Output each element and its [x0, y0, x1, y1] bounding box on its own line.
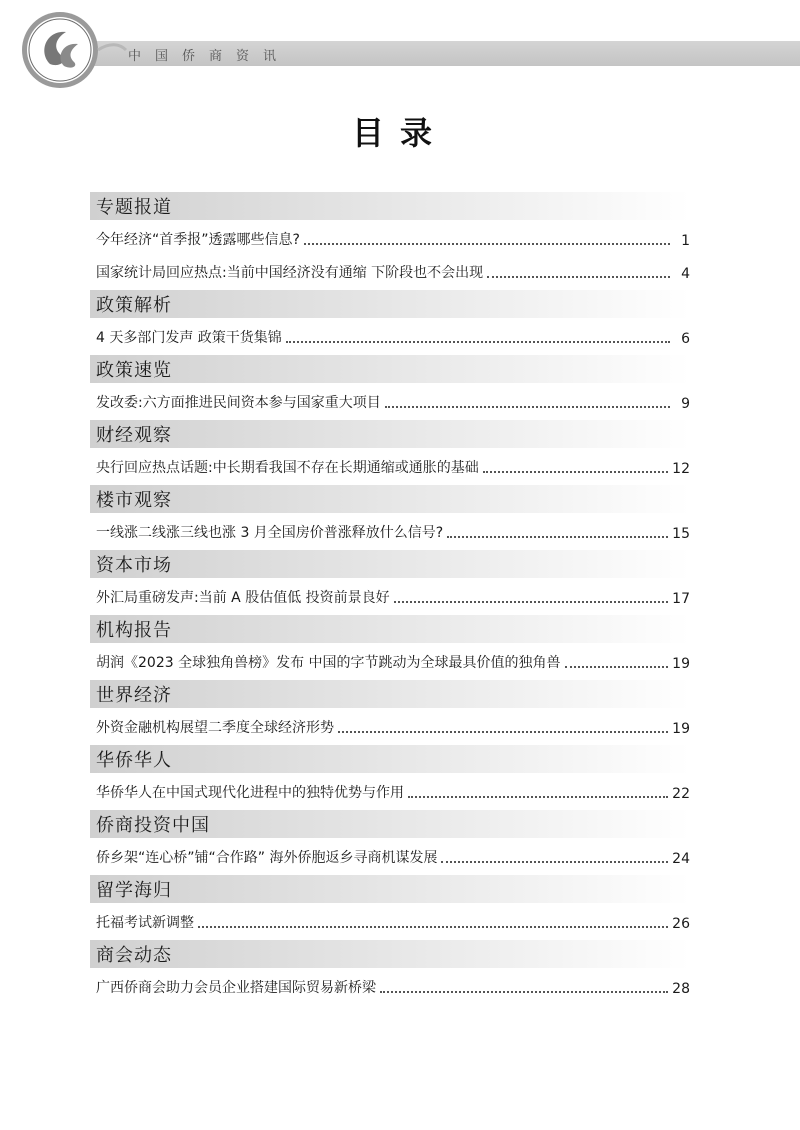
- page-number: 19: [672, 721, 690, 737]
- toc-entry[interactable]: [90, 643, 690, 676]
- dot-leader: [408, 795, 668, 798]
- page-number: 12: [672, 461, 690, 477]
- section-title: 政策解析: [96, 295, 172, 316]
- toc-entry[interactable]: [90, 220, 690, 253]
- entry-title: 外汇局重磅发声:当前 A 股估值低 投资前景良好: [96, 590, 390, 606]
- dot-leader: [380, 990, 668, 993]
- toc-entry[interactable]: [90, 513, 690, 546]
- toc-entry[interactable]: [90, 708, 690, 741]
- page-number: 9: [681, 396, 690, 412]
- dot-leader: [447, 535, 668, 538]
- page-number: 1: [681, 233, 690, 249]
- toc-entry[interactable]: [90, 253, 690, 286]
- entry-title: 外资金融机构展望二季度全球经济形势: [96, 720, 334, 736]
- entry-title: 国家统计局回应热点:当前中国经济没有通缩 下阶段也不会出现: [96, 265, 484, 281]
- page-number: 26: [672, 916, 690, 932]
- toc-entry[interactable]: [90, 318, 690, 351]
- dot-leader: [286, 340, 670, 343]
- logo: [16, 8, 128, 92]
- section-header: [90, 485, 690, 513]
- page-number: 22: [672, 786, 690, 802]
- toc-entry[interactable]: [90, 903, 690, 936]
- table-of-contents: [90, 188, 690, 1001]
- page-number: 24: [672, 851, 690, 867]
- entry-title: 广西侨商会助力会员企业搭建国际贸易新桥梁: [96, 980, 376, 996]
- entry-title: 托福考试新调整: [96, 915, 194, 931]
- section-header: [90, 940, 690, 968]
- dot-leader: [385, 405, 670, 408]
- toc-entry[interactable]: [90, 838, 690, 871]
- section-title: 财经观察: [96, 425, 172, 446]
- dot-leader: [394, 600, 669, 603]
- entry-title: 侨乡架“连心桥”铺“合作路” 海外侨胞返乡寻商机谋发展: [96, 850, 438, 866]
- section-header: [90, 875, 690, 903]
- section-title: 专题报道: [96, 197, 172, 218]
- toc-entry[interactable]: [90, 383, 690, 416]
- section-title: 资本市场: [96, 555, 172, 576]
- section-title: 侨商投资中国: [96, 815, 210, 836]
- section-header: [90, 810, 690, 838]
- section-header: [90, 550, 690, 578]
- page-number: 6: [681, 331, 690, 347]
- dot-leader: [304, 242, 670, 245]
- toc-entry[interactable]: [90, 448, 690, 481]
- section-header: [90, 192, 690, 220]
- section-header: [90, 745, 690, 773]
- section-title: 商会动态: [96, 945, 172, 966]
- section-title: 机构报告: [96, 620, 172, 641]
- dot-leader: [565, 665, 669, 668]
- entry-title: 华侨华人在中国式现代化进程中的独特优势与作用: [96, 785, 404, 801]
- entry-title: 央行回应热点话题:中长期看我国不存在长期通缩或通胀的基础: [96, 460, 479, 476]
- page-number: 4: [681, 266, 690, 282]
- page-number: 28: [672, 981, 690, 997]
- entry-title: 今年经济“首季报”透露哪些信息?: [96, 232, 300, 248]
- toc-entry[interactable]: [90, 578, 690, 611]
- entry-title: 发改委:六方面推进民间资本参与国家重大项目: [96, 395, 381, 411]
- page-number: 15: [672, 526, 690, 542]
- section-header: [90, 615, 690, 643]
- section-header: [90, 680, 690, 708]
- entry-title: 一线涨二线涨三线也涨 3 月全国房价普涨释放什么信号?: [96, 525, 444, 541]
- section-title: 楼市观察: [96, 490, 172, 511]
- section-header: [90, 420, 690, 448]
- dot-leader: [483, 470, 668, 473]
- page-number: 19: [672, 656, 690, 672]
- toc-entry[interactable]: [90, 773, 690, 806]
- dot-leader: [441, 860, 668, 863]
- entry-title: 胡润《2023 全球独角兽榜》发布 中国的字节跳动为全球最具价值的独角兽: [96, 655, 561, 671]
- dot-leader: [487, 275, 670, 278]
- section-header: [90, 355, 690, 383]
- entry-title: 4 天多部门发声 政策干货集锦: [96, 330, 282, 346]
- dot-leader: [198, 925, 668, 928]
- section-title: 政策速览: [96, 360, 172, 381]
- page-title: 目录: [351, 114, 448, 152]
- toc-entry[interactable]: [90, 968, 690, 1001]
- page-number: 17: [672, 591, 690, 607]
- section-title: 华侨华人: [96, 750, 172, 771]
- section-header: [90, 290, 690, 318]
- publication-name: 中国侨商资讯: [128, 49, 291, 64]
- section-title: 世界经济: [96, 685, 172, 706]
- dot-leader: [338, 730, 668, 733]
- section-title: 留学海归: [96, 880, 172, 901]
